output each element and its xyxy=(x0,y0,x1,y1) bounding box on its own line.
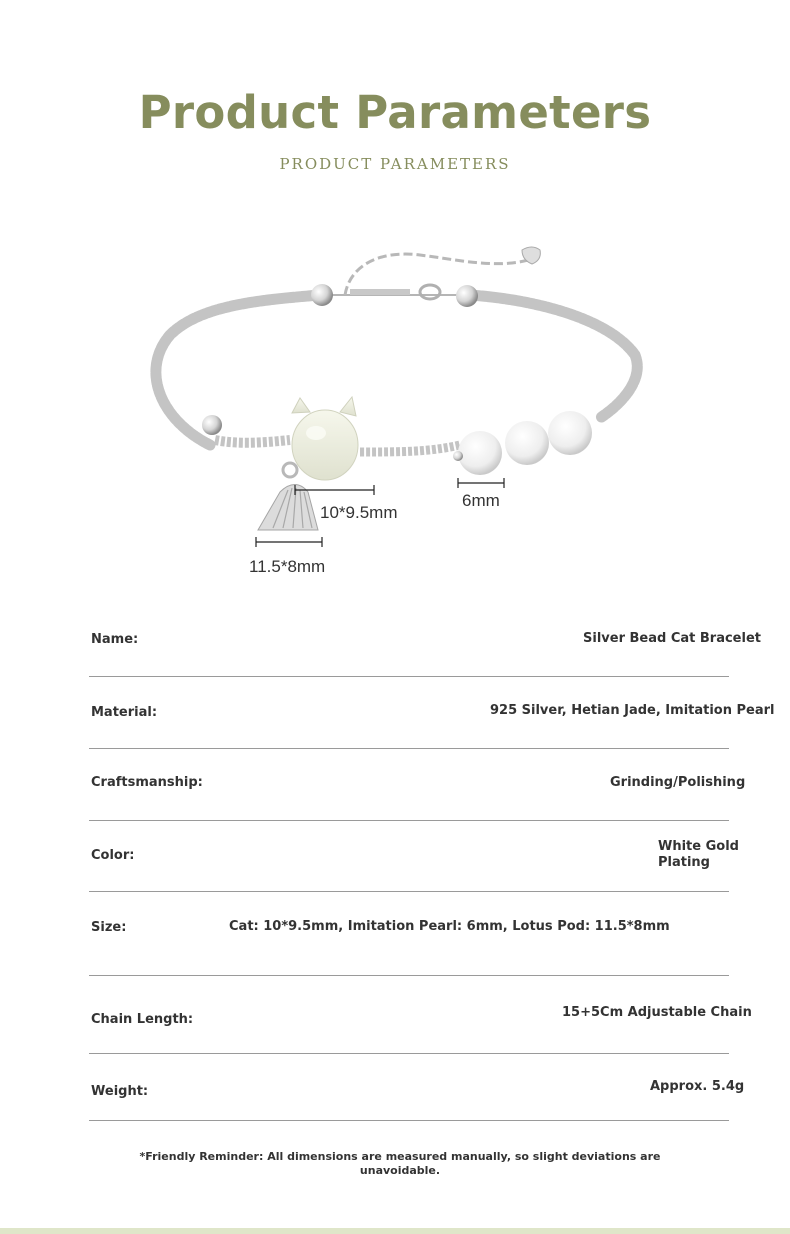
param-value-name: Silver Bead Cat Bracelet xyxy=(583,631,761,646)
row-divider xyxy=(89,820,729,821)
row-divider xyxy=(89,1120,729,1121)
lotus-pod-dimension-label: 11.5*8mm xyxy=(249,557,326,576)
param-value-craftsmanship: Grinding/Polishing xyxy=(610,775,746,790)
param-label-color: Color: xyxy=(91,848,135,863)
param-label-weight: Weight: xyxy=(91,1084,149,1099)
bracelet-image xyxy=(140,230,650,590)
param-label-chain-length: Chain Length: xyxy=(91,1012,194,1027)
param-value-chain-length: 15+5Cm Adjustable Chain xyxy=(562,1005,752,1020)
param-label-name: Name: xyxy=(91,632,139,647)
bottom-bar xyxy=(0,1228,790,1234)
cat-dimension-label: 10*9.5mm xyxy=(320,503,398,522)
param-value-size: Cat: 10*9.5mm, Imitation Pearl: 6mm, Lotus Pod: 11.5*8mm xyxy=(229,919,670,934)
row-divider xyxy=(89,748,729,749)
param-label-size: Size: xyxy=(91,920,127,935)
row-divider xyxy=(89,1053,729,1054)
row-divider xyxy=(89,676,729,677)
friendly-reminder: *Friendly Reminder: All dimensions are measured manually, so slight deviations are unavoidable. xyxy=(139,1150,661,1177)
param-value-color: White Gold Plating xyxy=(658,839,739,870)
param-value-weight: Approx. 5.4g xyxy=(650,1079,745,1094)
page-subtitle: PRODUCT PARAMETERS xyxy=(279,155,511,173)
param-label-craftsmanship: Craftsmanship: xyxy=(91,775,203,790)
page-title: Product Parameters xyxy=(138,86,652,139)
param-label-material: Material: xyxy=(91,705,158,720)
row-divider xyxy=(89,891,729,892)
pearl-dimension-label: 6mm xyxy=(462,491,500,510)
param-value-material: 925 Silver, Hetian Jade, Imitation Pearl xyxy=(490,703,775,718)
row-divider xyxy=(89,975,729,976)
